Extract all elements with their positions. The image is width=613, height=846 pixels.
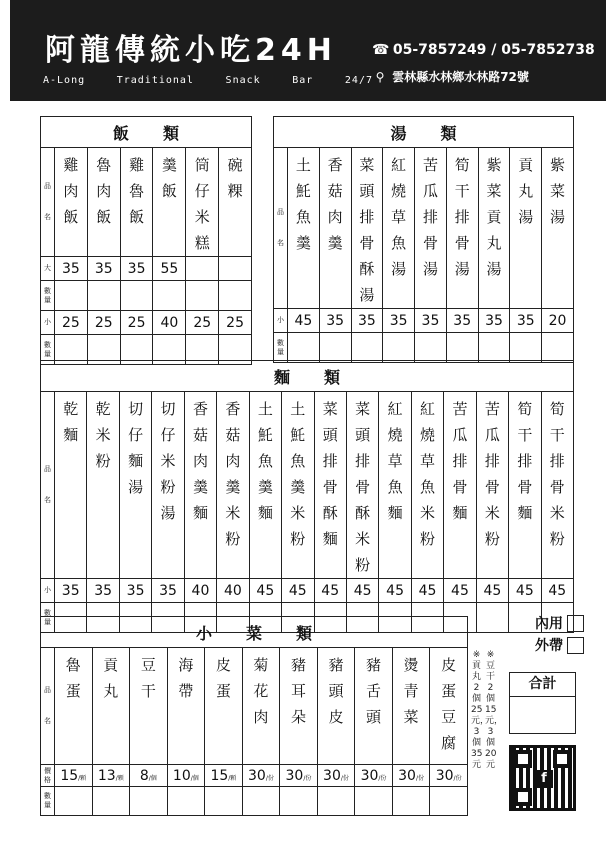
small-price (351, 309, 383, 333)
small-price-value: 35 (159, 582, 177, 599)
address (372, 68, 529, 85)
small-price-value: 35 (126, 582, 145, 599)
soup-section (273, 116, 574, 363)
quantity-cell[interactable] (242, 787, 280, 816)
small-price (379, 579, 411, 603)
price (205, 765, 243, 787)
large-price-value: 35 (127, 260, 146, 277)
small-price-value: 45 (451, 582, 469, 599)
subtitle-word: Traditional (116, 75, 194, 86)
rice-section-title: 飯類 (41, 117, 252, 148)
price-value: 8 (139, 767, 149, 784)
soup-title-row (274, 117, 574, 148)
small-qty-label: 數量 (274, 333, 288, 363)
item-name: 貢 丸 湯 (510, 148, 542, 309)
dine-in-checkbox[interactable] (567, 615, 584, 632)
unit-label: /份 (303, 774, 312, 782)
large-price (186, 257, 219, 281)
qr-finder (514, 750, 532, 768)
small-price (184, 579, 216, 603)
item-name: 雞 肉 飯 (55, 148, 88, 257)
take-out-label: 外帶 (535, 638, 563, 654)
price-value: 30 (323, 767, 341, 784)
noodle-section (40, 360, 574, 633)
price-value: 30 (398, 767, 416, 784)
unit-label: /份 (415, 774, 424, 782)
small-price-value: 25 (62, 314, 80, 331)
qty-row (41, 787, 468, 816)
small-price-row (274, 309, 574, 333)
small-price-value: 35 (453, 312, 472, 329)
small-price (509, 579, 541, 603)
small-price-value: 35 (421, 312, 440, 329)
noodle-title-row (41, 361, 574, 392)
small-price-value: 25 (226, 314, 244, 331)
item-name: 魯 肉 飯 (87, 148, 120, 257)
large-qty-row (41, 281, 252, 311)
address-text: 雲林縣水林鄉水林路72號 (392, 70, 529, 84)
price-row (41, 765, 468, 787)
small-price-value: 45 (386, 582, 404, 599)
unit-label: /份 (265, 774, 274, 782)
price (92, 765, 130, 787)
small-price-value: 45 (288, 582, 307, 599)
item-name-row (41, 392, 574, 579)
small-price-value: 25 (94, 314, 113, 331)
large-price-value: 35 (94, 260, 113, 277)
small-price-value: 35 (389, 312, 408, 329)
item-name: 豬 頭 皮 (317, 648, 355, 765)
item-name: 乾 麵 (55, 392, 87, 579)
item-name: 香 菇 肉 羹 麵 (184, 392, 216, 579)
unit-label: /顆 (78, 774, 87, 782)
price (355, 765, 393, 787)
quantity-cell[interactable] (167, 787, 205, 816)
small-qty-label: 數量 (41, 335, 55, 365)
quantity-cell[interactable] (317, 787, 355, 816)
phone-icon: ☎ (372, 42, 390, 58)
item-name: 筍 干 排 骨 麵 (509, 392, 541, 579)
dine-in-option[interactable] (500, 612, 606, 634)
small-price-value: 45 (515, 582, 534, 599)
small-price-value: 45 (418, 582, 437, 599)
quantity-cell[interactable] (355, 787, 393, 816)
small-price-row (41, 311, 252, 335)
noodle-section-title: 麵類 (41, 361, 574, 392)
item-name: 菊 花 肉 (242, 648, 280, 765)
small-price (541, 579, 573, 603)
unit-label: /顆 (228, 774, 237, 782)
small-price-value: 20 (548, 312, 567, 329)
small-price (542, 309, 574, 333)
item-name: 土 魠 魚 羹 麵 (249, 392, 281, 579)
quantity-cell[interactable] (87, 281, 120, 311)
header-banner (10, 0, 606, 101)
item-name: 香 菇 肉 羹 (319, 148, 351, 309)
quantity-cell[interactable] (153, 281, 186, 311)
subtitle-word: 24/7 (344, 75, 373, 86)
quantity-cell[interactable] (319, 333, 351, 363)
item-name-label: 品 名 (41, 648, 55, 765)
small-price (120, 311, 153, 335)
subtitle-word: A-Long (43, 75, 86, 86)
note-tofu: ※豆干2個15元，3個20元 (485, 650, 504, 770)
item-name: 紫 菜 貢 丸 湯 (478, 148, 510, 309)
small-price (411, 579, 443, 603)
take-out-option[interactable] (500, 634, 606, 656)
quantity-cell[interactable] (92, 787, 130, 816)
small-price (217, 579, 249, 603)
item-name: 筍 干 排 骨 米 粉 (541, 392, 573, 579)
small-price-value: 25 (193, 314, 212, 331)
small-price-value: 40 (160, 314, 179, 331)
quantity-cell[interactable] (392, 787, 430, 816)
quantity-cell[interactable] (510, 333, 542, 363)
qr-code[interactable] (509, 745, 576, 811)
small-price (476, 579, 508, 603)
item-name-label: 品 名 (41, 148, 55, 257)
note-gongwan: ※貢丸2個25元，3個35元 (471, 650, 490, 770)
location-pin-icon: ⚲ (375, 70, 385, 84)
item-name: 魯 蛋 (55, 648, 93, 765)
quantity-cell[interactable] (542, 333, 574, 363)
quantity-cell[interactable] (55, 787, 93, 816)
small-price (319, 309, 351, 333)
side-dish-section (40, 616, 468, 816)
small-price (383, 309, 415, 333)
small-price (415, 309, 447, 333)
subtitle-word: Bar (292, 75, 314, 86)
item-name: 切 仔 米 粉 湯 (152, 392, 184, 579)
large-price (153, 257, 186, 281)
item-name: 羹 飯 (153, 148, 186, 257)
small-price (444, 579, 476, 603)
item-name: 豬 耳 朵 (280, 648, 318, 765)
small-price (282, 579, 314, 603)
small-price-value: 35 (516, 312, 535, 329)
unit-label: /顆 (115, 774, 124, 782)
large-price-label: 大 (41, 257, 55, 281)
price (55, 765, 93, 787)
price-value: 15 (210, 767, 229, 784)
unit-label: /個 (190, 774, 199, 782)
small-price (119, 579, 151, 603)
take-out-checkbox[interactable] (567, 637, 584, 654)
phone-numbers (372, 42, 595, 58)
small-price (219, 311, 252, 335)
quantity-cell[interactable] (351, 333, 383, 363)
small-price (510, 309, 542, 333)
price-label: 價格 (41, 765, 55, 787)
item-name: 菜 頭 排 骨 酥 麵 (314, 392, 346, 579)
quantity-cell[interactable] (55, 281, 88, 311)
quantity-cell[interactable] (120, 281, 153, 311)
small-price (288, 309, 320, 333)
qr-finder (514, 788, 532, 806)
item-name: 乾 米 粉 (87, 392, 119, 579)
item-name: 皮 蛋 (205, 648, 243, 765)
side-section-title: 小菜類 (41, 617, 468, 648)
item-name: 苦 瓜 排 骨 米 粉 (476, 392, 508, 579)
small-price-value: 35 (485, 312, 503, 329)
large-price-value: 55 (160, 260, 179, 277)
rice-section (40, 116, 252, 365)
quantity-cell[interactable] (280, 787, 318, 816)
price-value: 15 (60, 767, 79, 784)
item-name: 紅 燒 草 魚 湯 (383, 148, 415, 309)
item-name: 雞 魯 飯 (120, 148, 153, 257)
price (167, 765, 205, 787)
unit-label: /份 (340, 774, 349, 782)
small-price-value: 35 (358, 312, 376, 329)
item-name: 紅 燒 草 魚 麵 (379, 392, 411, 579)
small-price-value: 45 (353, 582, 372, 599)
small-price (87, 579, 119, 603)
qty-label: 數量 (41, 787, 55, 816)
item-name-label: 品 名 (41, 392, 55, 579)
price-value: 13 (97, 767, 116, 784)
price (130, 765, 168, 787)
shop-subtitle (43, 75, 373, 86)
item-name: 紫 菜 湯 (542, 148, 574, 309)
quantity-cell[interactable] (415, 333, 447, 363)
large-qty-label: 數量 (41, 281, 55, 311)
large-price (219, 257, 252, 281)
quantity-cell[interactable] (219, 281, 252, 311)
small-price-label: 小 (41, 311, 55, 335)
large-price (55, 257, 88, 281)
quantity-cell[interactable] (430, 787, 468, 816)
item-name: 苦 瓜 排 骨 湯 (415, 148, 447, 309)
price-value: 30 (360, 767, 379, 784)
small-price-row (41, 579, 574, 603)
item-name: 切 仔 麵 湯 (119, 392, 151, 579)
item-name: 貢 丸 (92, 648, 130, 765)
small-price-value: 35 (61, 582, 80, 599)
small-price (478, 309, 510, 333)
item-name: 海 帶 (167, 648, 205, 765)
item-name-label: 品 名 (274, 148, 288, 309)
item-name: 紅 燒 草 魚 米 粉 (411, 392, 443, 579)
item-name: 土 魠 魚 羹 米 粉 (282, 392, 314, 579)
quantity-cell[interactable] (130, 787, 168, 816)
price (317, 765, 355, 787)
quantity-cell[interactable] (446, 333, 478, 363)
item-name-row (41, 648, 468, 765)
total-box[interactable] (509, 672, 576, 734)
total-label: 合計 (510, 673, 575, 697)
small-price-value: 25 (127, 314, 146, 331)
soup-section-title: 湯類 (274, 117, 574, 148)
price-value: 10 (172, 767, 191, 784)
small-price-value: 45 (256, 582, 275, 599)
shop-title: 阿龍傳統小吃24H (45, 33, 337, 68)
small-price-value: 45 (294, 312, 313, 329)
price (242, 765, 280, 787)
unit-label: /個 (148, 774, 157, 782)
quantity-cell[interactable] (478, 333, 510, 363)
item-name: 土 魠 魚 羹 (288, 148, 320, 309)
small-price (55, 579, 87, 603)
small-price (446, 309, 478, 333)
quantity-cell[interactable] (205, 787, 243, 816)
small-qty-row (274, 333, 574, 363)
phone-text: 05-7857249 / 05-7852738 (392, 42, 595, 58)
small-price-value: 35 (94, 582, 113, 599)
quantity-cell[interactable] (383, 333, 415, 363)
large-price (120, 257, 153, 281)
item-name: 燙 青 菜 (392, 648, 430, 765)
price-value: 30 (435, 767, 454, 784)
item-name: 筍 干 排 骨 湯 (446, 148, 478, 309)
side-title-row (41, 617, 468, 648)
facebook-icon: f (535, 770, 553, 788)
order-type (500, 612, 606, 656)
small-price-value: 35 (326, 312, 345, 329)
price (430, 765, 468, 787)
small-price-label: 小 (274, 309, 288, 333)
small-price (186, 311, 219, 335)
price (392, 765, 430, 787)
quantity-cell[interactable] (186, 281, 219, 311)
unit-label: /份 (378, 774, 387, 782)
unit-label: /份 (453, 774, 462, 782)
small-price (152, 579, 184, 603)
item-name: 碗 粿 (219, 148, 252, 257)
small-qty-label: 數量 (41, 603, 55, 633)
price-value: 30 (247, 767, 266, 784)
small-price (314, 579, 346, 603)
item-name: 皮 蛋 豆 腐 (430, 648, 468, 765)
subtitle-word: Snack (225, 75, 261, 86)
price (280, 765, 318, 787)
item-name: 筒 仔 米 糕 (186, 148, 219, 257)
item-name: 豬 舌 頭 (355, 648, 393, 765)
item-name-row (41, 148, 252, 257)
rice-title-row (41, 117, 252, 148)
small-price (55, 311, 88, 335)
small-price-label: 小 (41, 579, 55, 603)
large-price (87, 257, 120, 281)
small-price (153, 311, 186, 335)
small-price (87, 311, 120, 335)
large-price-row (41, 257, 252, 281)
quantity-cell[interactable] (288, 333, 320, 363)
small-price-value: 40 (223, 582, 242, 599)
small-price-value: 45 (483, 582, 502, 599)
price-value: 30 (285, 767, 304, 784)
small-price (249, 579, 281, 603)
item-name: 菜 頭 排 骨 酥 湯 (351, 148, 383, 309)
small-price-value: 45 (548, 582, 567, 599)
item-name: 菜 頭 排 骨 酥 米 粉 (346, 392, 378, 579)
small-price (346, 579, 378, 603)
item-name: 香 菇 肉 羹 米 粉 (217, 392, 249, 579)
small-price-value: 40 (191, 582, 210, 599)
dine-in-label: 內用 (535, 616, 563, 632)
large-price-value: 35 (62, 260, 80, 277)
qr-finder (553, 750, 571, 768)
small-price-value: 45 (321, 582, 340, 599)
item-name-row (274, 148, 574, 309)
item-name: 苦 瓜 排 骨 麵 (444, 392, 476, 579)
item-name: 豆 干 (130, 648, 168, 765)
